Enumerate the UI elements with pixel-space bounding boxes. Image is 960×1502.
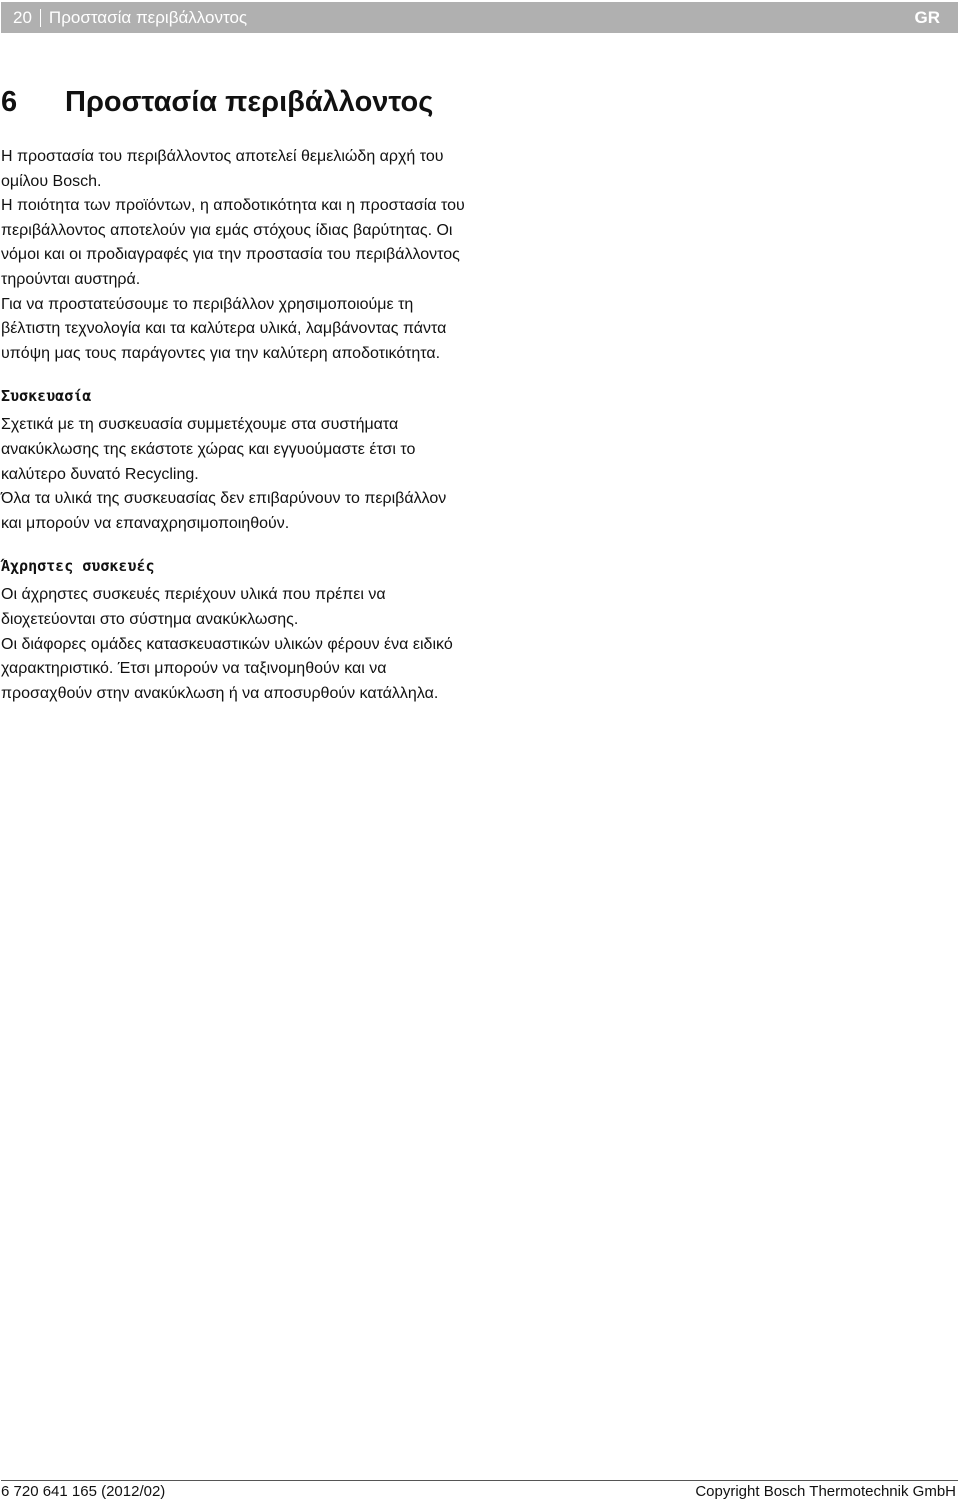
packaging-heading: Συσκευασία (1, 387, 92, 406)
intro-paragraph-2: Η ποιότητα των προϊόντων, η αποδοτικότητα και η προστασία του περιβάλλοντος αποτελούν για εμάς στόχους ίδιας βαρύτητας. Οι νόμοι και οι προδιαγραφές για την προστασία του περιβάλλοντος τηρούνται αυστηρά. (1, 197, 465, 288)
chapter-number: 6 (1, 86, 18, 118)
copyright-notice: Copyright Bosch Thermotechnik GmbH (695, 1483, 956, 1500)
main-content (1, 145, 471, 706)
header-section-title: Προστασία περιβάλλοντος (48, 7, 248, 27)
page-number: 20 (13, 7, 32, 27)
intro-paragraph-3: Για να προστατεύσουμε το περιβάλλον χρησιμοποιούμε τη βέλτιστη τεχνολογία και τα καλύτερα υλικά, λαμβάνοντας πάντα υπόψη μας τους παράγοντες για την καλύτερη αποδοτικότητα. (1, 295, 447, 362)
packaging-paragraph-2: Όλα τα υλικά της συσκευασίας δεν επιβαρύνουν το περιβάλλον και μπορούν να επαναχρησιμοποιηθούν. (1, 490, 447, 532)
language-code: GR (914, 7, 940, 27)
document-number: 6 720 641 165 (2012/02) (1, 1483, 166, 1500)
chapter-title-text: Προστασία περιβάλλοντος (65, 86, 434, 118)
packaging-paragraph-1: Σχετικά με τη συσκευασία συμμετέχουμε στα συστήματα ανακύκλωσης της εκάστοτε χώρας και εγγυούμαστε έτσι το καλύτερο δυνατό Recycling. (1, 416, 416, 483)
footer-rule (1, 1480, 958, 1481)
header-divider (40, 9, 41, 27)
old-appliances-paragraph-1: Οι άχρηστες συσκευές περιέχουν υλικά που πρέπει να διοχετεύονται στο σύστημα ανακύκλωσης. (1, 586, 386, 628)
chapter-title (1, 86, 433, 119)
old-appliances-heading: Άχρηστες συσκευές (1, 557, 155, 576)
intro-paragraph-1: Η προστασία του περιβάλλοντος αποτελεί θεμελιώδη αρχή του ομίλου Bosch. (1, 148, 444, 190)
old-appliances-paragraph-2: Οι διάφορες ομάδες κατασκευαστικών υλικών φέρουν ένα ειδικό χαρακτηριστικό. Έτσι μπορούν να ταξινομηθούν και να προσαχθούν στην ανακύκλωση ή να αποσυρθούν κατάλληλα. (1, 635, 453, 702)
page-header (1, 2, 958, 33)
